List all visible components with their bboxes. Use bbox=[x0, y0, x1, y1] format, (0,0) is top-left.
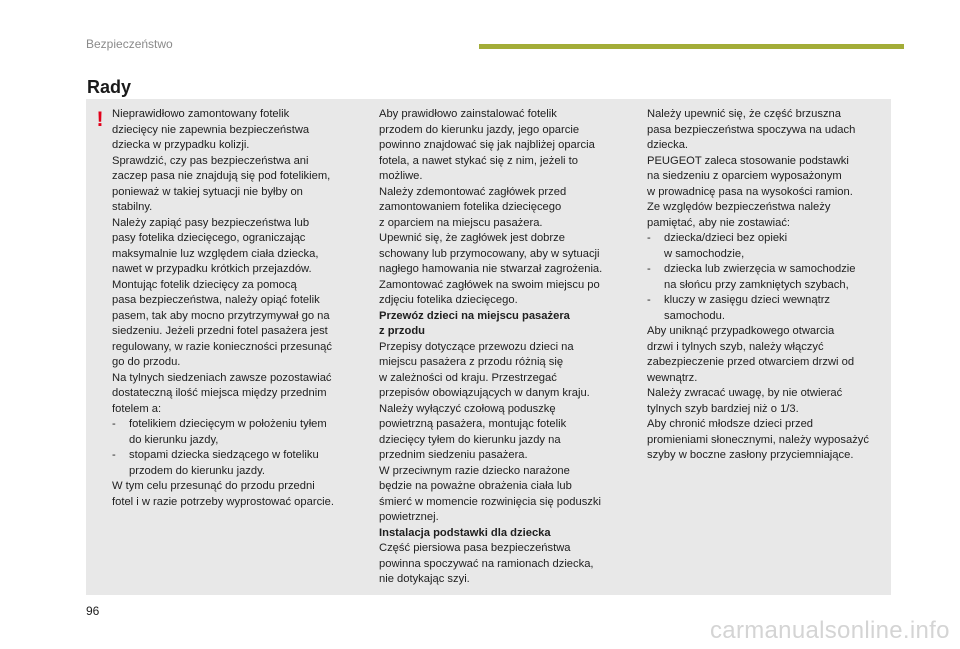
text-line: Ze względów bezpieczeństwa należy bbox=[647, 201, 831, 213]
bullet-line: w samochodzie, bbox=[664, 247, 745, 260]
bullet-item bbox=[647, 231, 902, 262]
subheading-front-passenger bbox=[379, 309, 634, 340]
text-line: nawet w przypadku krótkich przejazdów. bbox=[112, 263, 312, 275]
text-line: schowany lub przymocowany, aby w sytuacji bbox=[379, 247, 600, 260]
text-line: w zależności od kraju. Przestrzegać bbox=[379, 371, 557, 384]
dash-marker: - bbox=[647, 232, 651, 244]
text-line: dostateczną ilość miejsca między przednim bbox=[112, 387, 327, 399]
text-line: Aby uniknąć przypadkowego otwarcia bbox=[647, 325, 835, 337]
text-line: na siedzeniu z oparciem wyposażonym bbox=[647, 170, 842, 182]
text-line: Zamontować zagłówek na swoim miejscu po bbox=[379, 278, 600, 291]
col3-text-after bbox=[647, 324, 902, 464]
bullet-item bbox=[112, 417, 362, 448]
text-line: będzie na poważne obrażenia ciała lub bbox=[379, 480, 572, 492]
text-line: Aby prawidłowo zainstalować fotelik bbox=[379, 108, 557, 120]
text-line: tylnych szyb bardziej niż o 1/3. bbox=[647, 402, 799, 415]
text-line: dziecka w przypadku kolizji. bbox=[112, 139, 250, 151]
text-line: Upewnić się, że zagłówek jest dobrze bbox=[379, 232, 565, 244]
text-line: powinno znajdować się jak najbliżej oparcia bbox=[379, 139, 595, 151]
text-line: zdjęciu fotelika dziecięcego. bbox=[379, 294, 518, 306]
text-line: Należy zdemontować zagłówek przed bbox=[379, 185, 567, 198]
text-line: promieniami słonecznymi, należy wyposażyć bbox=[647, 433, 869, 446]
column-2 bbox=[379, 107, 634, 588]
text-line: drzwi i tylnych szyb, należy włączyć bbox=[647, 340, 824, 353]
text-line: go do przodu. bbox=[112, 356, 181, 368]
text-line: Sprawdzić, czy pas bezpieczeństwa ani bbox=[112, 154, 309, 167]
text-line: pasa bezpieczeństwa spoczywa na udach bbox=[647, 123, 856, 136]
header-accent-bar bbox=[479, 44, 904, 49]
text-line: W tym celu przesunąć do przodu przedni bbox=[112, 480, 315, 492]
exclamation-icon: ! bbox=[96, 108, 104, 131]
text-line: Montując fotelik dziecięcy za pomocą bbox=[112, 278, 297, 291]
text-line: Na tylnych siedzeniach zawsze pozostawiać bbox=[112, 371, 332, 384]
text-line: miejscu pasażera z przodu różnią się bbox=[379, 356, 564, 368]
text-line: Przewóz dzieci na miejscu pasażera bbox=[379, 309, 570, 322]
text-line: nie dotykając szyi. bbox=[379, 573, 470, 585]
col1-text bbox=[112, 107, 362, 417]
text-line: nagłego hamowania nie stwarzał zagrożenia. bbox=[379, 263, 603, 275]
text-line: siedzeniu. Jeżeli przedni fotel pasażera jest bbox=[112, 325, 328, 337]
bullet-line: dziecka lub zwierzęcia w samochodzie bbox=[664, 263, 856, 275]
text-line: Część piersiowa pasa bezpieczeństwa bbox=[379, 542, 571, 554]
column-3 bbox=[647, 107, 902, 464]
text-line: powietrzną pasażera, montując fotelik bbox=[379, 418, 567, 430]
text-line: Należy zwracać uwagę, by nie otwierać bbox=[647, 387, 843, 399]
bullet-line: na słońcu przy zamkniętych szybach, bbox=[664, 278, 849, 291]
watermark: carmanualsonline.info bbox=[710, 617, 950, 644]
subheading-booster-seat: Instalacja podstawki dla dziecka bbox=[379, 526, 551, 539]
col1-text-after bbox=[112, 479, 362, 510]
col3-text bbox=[647, 107, 902, 231]
text-line: w prowadnicę pasa na wysokości ramion. bbox=[647, 185, 853, 198]
section-label: Bezpieczeństwo bbox=[86, 37, 173, 51]
col2-text-3 bbox=[379, 541, 634, 588]
text-line: maksymalnie luz względem ciała dziecka, bbox=[112, 247, 319, 260]
text-line: z przodu bbox=[379, 325, 425, 337]
bullet-item bbox=[647, 293, 902, 324]
text-line: Przepisy dotyczące przewozu dzieci na bbox=[379, 340, 574, 353]
page-number: 96 bbox=[86, 604, 100, 618]
column-1 bbox=[112, 107, 362, 510]
text-line: W przeciwnym razie dziecko narażone bbox=[379, 464, 570, 477]
text-line: pasa bezpieczeństwa, należy opiąć fotelik bbox=[112, 294, 320, 306]
col3-bullets bbox=[647, 231, 902, 324]
bullet-line: dziecka/dzieci bez opieki bbox=[664, 232, 788, 244]
bullet-item bbox=[647, 262, 902, 293]
text-line: PEUGEOT zaleca stosowanie podstawki bbox=[647, 154, 849, 167]
text-line: śmierć w momencie rozwinięcia się poduszki bbox=[379, 495, 601, 508]
text-line: stabilny. bbox=[112, 201, 153, 213]
text-line: przednim siedzeniu pasażera. bbox=[379, 449, 528, 461]
col2-text-2 bbox=[379, 340, 634, 526]
text-line: zamontowaniem fotelika dziecięcego bbox=[379, 201, 562, 213]
bullet-line: samochodu. bbox=[664, 309, 725, 322]
bullet-line: fotelikiem dziecięcym w położeniu tyłem bbox=[129, 418, 327, 430]
text-line: dziecięcy nie zapewnia bezpieczeństwa bbox=[112, 123, 310, 136]
text-line: powinna spoczywać na ramionach dziecka, bbox=[379, 557, 594, 570]
col1-bullets bbox=[112, 417, 362, 479]
text-line: zaczep pasa nie znajdują się pod fotelikiem, bbox=[112, 170, 331, 182]
dash-marker: - bbox=[112, 418, 116, 430]
text-line: fotela, a nawet stykać się z nim, jeżeli to bbox=[379, 154, 578, 167]
bullet-item bbox=[112, 448, 362, 479]
text-line: ponieważ w takiej sytuacji nie byłby on bbox=[112, 185, 303, 198]
text-line: przodem do kierunku jazdy, jego oparcie bbox=[379, 123, 580, 136]
text-line: wewnątrz. bbox=[647, 371, 698, 384]
text-line: powietrznej. bbox=[379, 511, 439, 523]
col2-text bbox=[379, 107, 634, 309]
bullet-line: przodem do kierunku jazdy. bbox=[129, 464, 265, 477]
text-line: możliwe. bbox=[379, 170, 423, 182]
text-line: pamiętać, aby nie zostawiać: bbox=[647, 216, 791, 229]
text-line: Aby chronić młodsze dzieci przed bbox=[647, 418, 814, 430]
text-line: szyby w boczne zasłony przyciemniające. bbox=[647, 449, 854, 461]
text-line: przepisów obowiązujących w danym kraju. bbox=[379, 387, 590, 399]
bullet-line: do kierunku jazdy, bbox=[129, 433, 219, 446]
text-line: Należy zapiąć pasy bezpieczeństwa lub bbox=[112, 216, 310, 229]
text-line: pasy fotelika dziecięcego, ograniczając bbox=[112, 232, 306, 244]
text-line: fotelem a: bbox=[112, 402, 162, 415]
text-line: regulowany, w razie konieczności przesunąć bbox=[112, 340, 332, 353]
text-line: Należy upewnić się, że część brzuszna bbox=[647, 108, 842, 120]
page-title: Rady bbox=[87, 77, 132, 97]
text-line: Nieprawidłowo zamontowany fotelik bbox=[112, 108, 290, 120]
text-line: dziecięcy tyłem do kierunku jazdy na bbox=[379, 433, 561, 446]
bullet-line: kluczy w zasięgu dzieci wewnątrz bbox=[664, 294, 831, 306]
text-line: fotel i w razie potrzeby wyprostować oparcie. bbox=[112, 495, 334, 508]
text-line: Należy wyłączyć czołową poduszkę bbox=[379, 402, 556, 415]
bullet-line: stopami dziecka siedzącego w foteliku bbox=[129, 449, 319, 461]
dash-marker: - bbox=[112, 449, 116, 461]
text-line: dziecka. bbox=[647, 139, 689, 151]
dash-marker: - bbox=[647, 294, 651, 306]
text-line: pasem, tak aby mocno przytrzymywał go na bbox=[112, 309, 330, 322]
text-line: zabezpieczenie przed otwarciem drzwi od bbox=[647, 356, 855, 368]
dash-marker: - bbox=[647, 263, 651, 275]
text-line: z oparciem na miejscu pasażera. bbox=[379, 216, 543, 229]
